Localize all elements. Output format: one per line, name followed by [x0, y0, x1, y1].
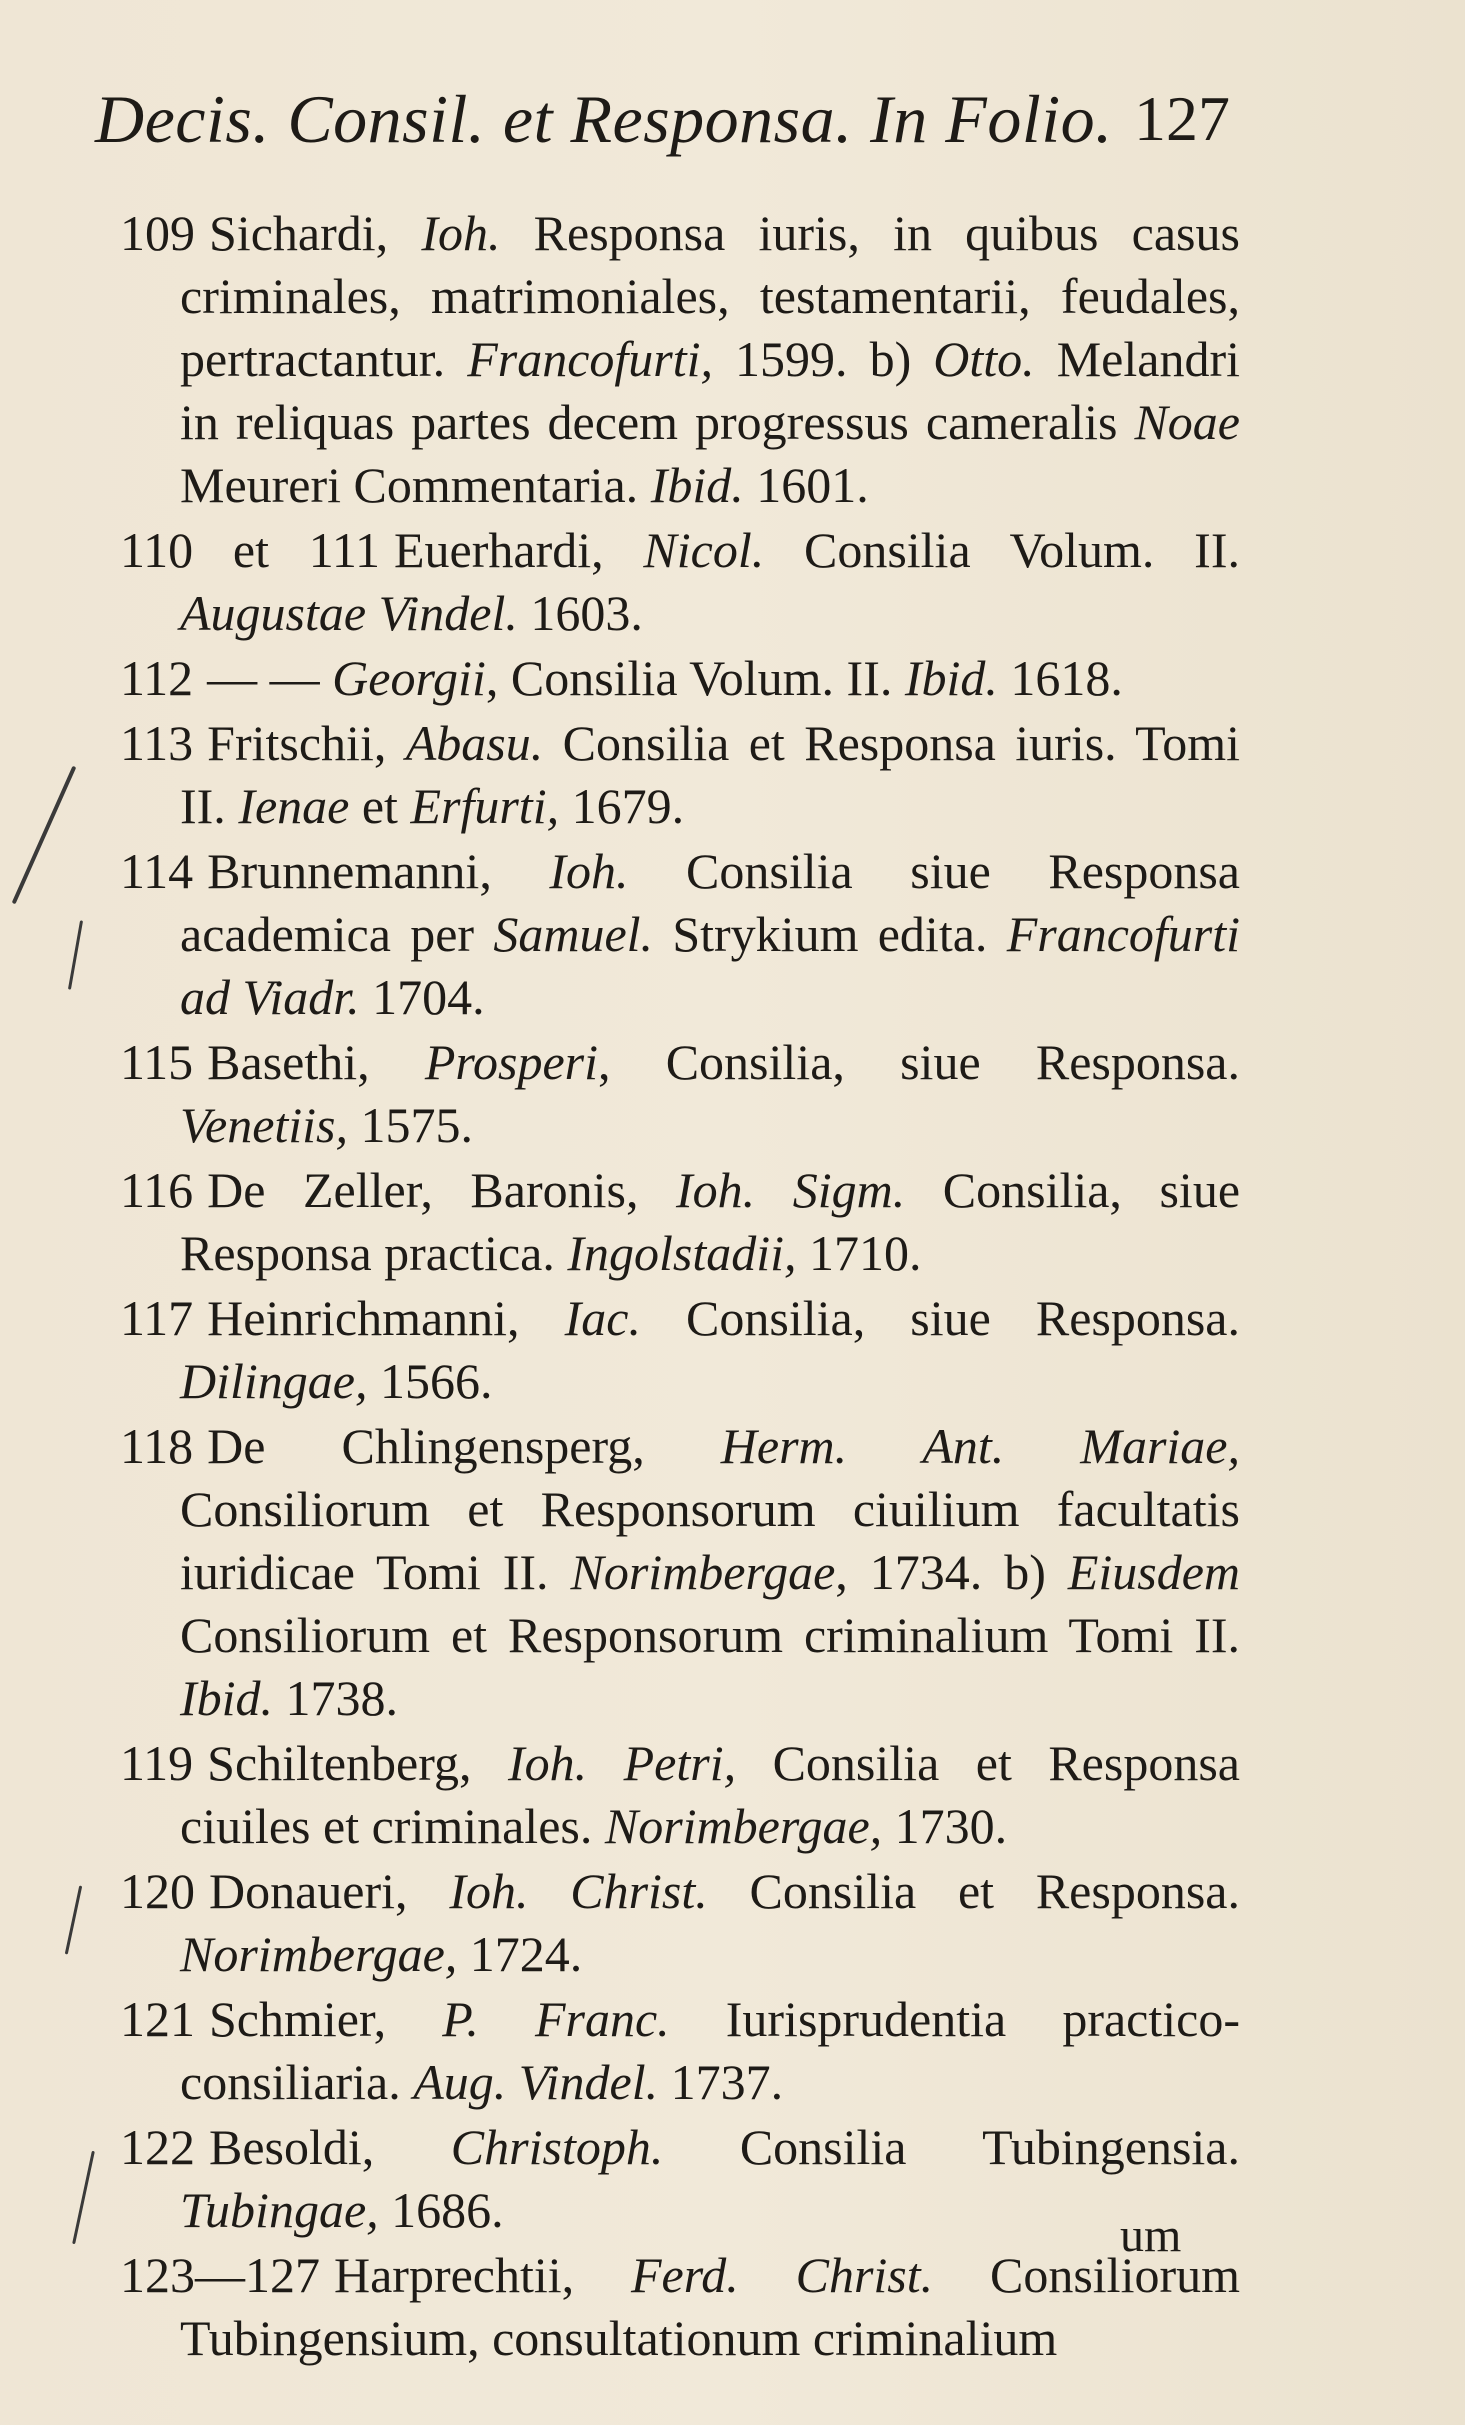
- catalog-entry: [120, 1988, 1240, 2114]
- entry-text: Melandri in reliquas partes decem progressus cameralis: [180, 331, 1241, 450]
- entry-text: Schmier,: [209, 1991, 443, 2047]
- entry-italic-text: Iac.: [564, 1290, 641, 1346]
- entry-text: et: [349, 778, 411, 834]
- entry-italic-text: Norimbergae: [570, 1544, 836, 1600]
- catalog-entry: [120, 712, 1240, 838]
- entry-text: 1724.: [457, 1926, 583, 1982]
- entry-text: 1679.: [559, 778, 685, 834]
- entry-text: 1601.: [743, 457, 869, 513]
- entry-text: Consiliorum et Responsorum criminalium Tomi II.: [180, 1607, 1240, 1663]
- entry-text: , Consilia, siue Responsa.: [598, 1034, 1240, 1090]
- pencil-mark: [68, 920, 83, 989]
- entry-italic-text: Norimbergae,: [180, 1926, 458, 1982]
- entry-number: 114: [120, 843, 194, 899]
- page-number: 127: [1134, 83, 1230, 154]
- entry-italic-text: Herm. Ant. Mariae,: [720, 1418, 1240, 1474]
- entry-italic-text: Tubingae,: [180, 2182, 379, 2238]
- entry-text: 1618.: [997, 650, 1123, 706]
- entry-text: Besoldi,: [209, 2119, 451, 2175]
- entry-text: 1737.: [658, 2054, 784, 2110]
- entry-text: Iurisprudentia practico-consiliaria.: [180, 1991, 1240, 2110]
- entry-italic-text: Ibid.: [904, 650, 998, 706]
- entry-number: 121: [120, 1991, 195, 2047]
- entry-text: Strykium edita.: [653, 906, 1007, 962]
- catalog-entries: [120, 202, 1240, 2372]
- entry-italic-text: Francofurti,: [467, 331, 714, 387]
- entry-italic-text: Dilingae,: [180, 1353, 368, 1409]
- entry-text: Consiliorum et Responsorum ciuilium facultatis iuridicae Tomi II.: [180, 1481, 1240, 1600]
- entry-italic-text: Ferd. Christ.: [630, 2247, 934, 2303]
- entry-text: 1599. b): [713, 331, 934, 387]
- entry-text: Sichardi,: [209, 205, 422, 261]
- entry-text: Brunnemanni,: [207, 843, 550, 899]
- catalog-entry: [120, 1860, 1240, 1986]
- catalog-entry: [120, 519, 1240, 645]
- entry-italic-text: Georgii: [332, 650, 486, 706]
- entry-text: Basethi,: [207, 1034, 425, 1090]
- entry-text: Consilia et Responsa.: [707, 1863, 1240, 1919]
- pencil-mark: [72, 2151, 95, 2245]
- catalog-entry: [120, 647, 1240, 710]
- entry-text: Responsa iuris, in quibus casus criminales, matrimoniales, testamentarii, feudales, pertractantur.: [180, 205, 1240, 387]
- entry-number: 119: [120, 1735, 194, 1791]
- entry-number: 123—127: [120, 2247, 320, 2303]
- entry-italic-text: Francofurti ad Viadr.: [180, 906, 1241, 1025]
- entry-italic-text: Eiusdem: [1067, 1544, 1241, 1600]
- entry-text: Consilia et Responsa ciuiles et criminales.: [180, 1735, 1240, 1854]
- entry-text: 1704.: [359, 969, 485, 1025]
- entry-text: De Zeller, Baronis,: [207, 1162, 676, 1218]
- entry-text: Fritschii,: [207, 715, 406, 771]
- catalog-entry: [120, 2116, 1240, 2242]
- entry-italic-text: Christoph.: [450, 2119, 664, 2175]
- entry-text: 1710.: [796, 1225, 922, 1281]
- catalog-entry: [120, 2244, 1240, 2370]
- entry-italic-text: Ioh. Petri,: [507, 1735, 737, 1791]
- entry-number: 118: [120, 1418, 194, 1474]
- entry-text: Meureri Commentaria.: [180, 457, 651, 513]
- entry-italic-text: Norimbergae,: [604, 1798, 883, 1854]
- page-header: [95, 80, 1230, 170]
- entry-text: Consilia Tubingensia.: [663, 2119, 1240, 2175]
- entry-text: Euerhardi,: [394, 522, 644, 578]
- entry-number: 110 et 111: [120, 522, 381, 578]
- running-title: Decis. Consil. et Responsa. In Folio.: [95, 81, 1113, 157]
- entry-number: 113: [120, 715, 194, 771]
- entry-italic-text: Prosperi: [424, 1034, 598, 1090]
- entry-text: Consilia Volum. II.: [764, 522, 1240, 578]
- entry-italic-text: Venetiis,: [180, 1097, 349, 1153]
- entry-text: 1738.: [273, 1670, 399, 1726]
- catalog-entry: [120, 840, 1240, 1029]
- entry-text: Consiliorum Tubingensium, consultationum criminalium: [180, 2247, 1240, 2366]
- entry-italic-text: Abasu.: [405, 715, 544, 771]
- pencil-mark: [12, 766, 77, 905]
- entry-italic-text: Ienae: [238, 778, 350, 834]
- entry-number: 115: [120, 1034, 194, 1090]
- entry-text: 1730.: [882, 1798, 1008, 1854]
- entry-text: Harprechtii,: [334, 2247, 631, 2303]
- catalog-entry: [120, 202, 1240, 517]
- entry-text: Consilia, siue Responsa practica.: [180, 1162, 1241, 1281]
- entry-italic-text: P. Franc.: [442, 1991, 670, 2047]
- entry-text: , Consilia Volum. II.: [485, 650, 905, 706]
- entry-italic-text: Samuel.: [493, 906, 654, 962]
- entry-italic-text: Erfurti,: [410, 778, 560, 834]
- entry-italic-text: Noae: [1134, 394, 1240, 450]
- entry-text: Donaueri,: [209, 1863, 450, 1919]
- entry-number: 112: [120, 650, 194, 706]
- entry-italic-text: Augustae Vindel.: [180, 585, 518, 641]
- entry-text: 1603.: [517, 585, 643, 641]
- entry-text: Schiltenberg,: [207, 1735, 508, 1791]
- catalog-entry: [120, 1287, 1240, 1413]
- entry-italic-text: Otto.: [933, 331, 1035, 387]
- entry-text: Consilia siue Responsa academica per: [180, 843, 1240, 962]
- catalog-entry: [120, 1415, 1240, 1730]
- entry-italic-text: Ioh. Sigm.: [676, 1162, 906, 1218]
- entry-italic-text: Aug. Vindel.: [413, 2054, 659, 2110]
- entry-italic-text: Ioh.: [549, 843, 629, 899]
- entry-text: — —: [207, 650, 333, 706]
- entry-italic-text: Nicol.: [643, 522, 765, 578]
- catalog-entry: [120, 1031, 1240, 1157]
- entry-number: 116: [120, 1162, 194, 1218]
- entry-number: 117: [120, 1290, 194, 1346]
- entry-text: , 1734. b): [835, 1544, 1068, 1600]
- entry-number: 109: [120, 205, 195, 261]
- entry-italic-text: Ingolstadii,: [567, 1225, 797, 1281]
- entry-italic-text: Ioh.: [421, 205, 501, 261]
- entry-text: 1686.: [378, 2182, 504, 2238]
- catchword: um: [1120, 2209, 1182, 2262]
- entry-text: Heinrichmanni,: [207, 1290, 565, 1346]
- entry-text: De Chlingensperg,: [207, 1418, 721, 1474]
- catalog-entry: [120, 1159, 1240, 1285]
- entry-italic-text: Ibid.: [650, 457, 744, 513]
- entry-italic-text: Ioh. Christ.: [449, 1863, 708, 1919]
- entry-number: 120: [120, 1863, 195, 1919]
- catalog-entry: [120, 1732, 1240, 1858]
- entry-text: 1566.: [367, 1353, 493, 1409]
- entry-italic-text: Ibid.: [180, 1670, 274, 1726]
- entry-number: 122: [120, 2119, 195, 2175]
- pencil-mark: [65, 1885, 82, 1954]
- entry-text: Consilia, siue Responsa.: [640, 1290, 1240, 1346]
- entry-text: 1575.: [348, 1097, 474, 1153]
- entry-text: Consilia et Responsa iuris. Tomi II.: [180, 715, 1240, 834]
